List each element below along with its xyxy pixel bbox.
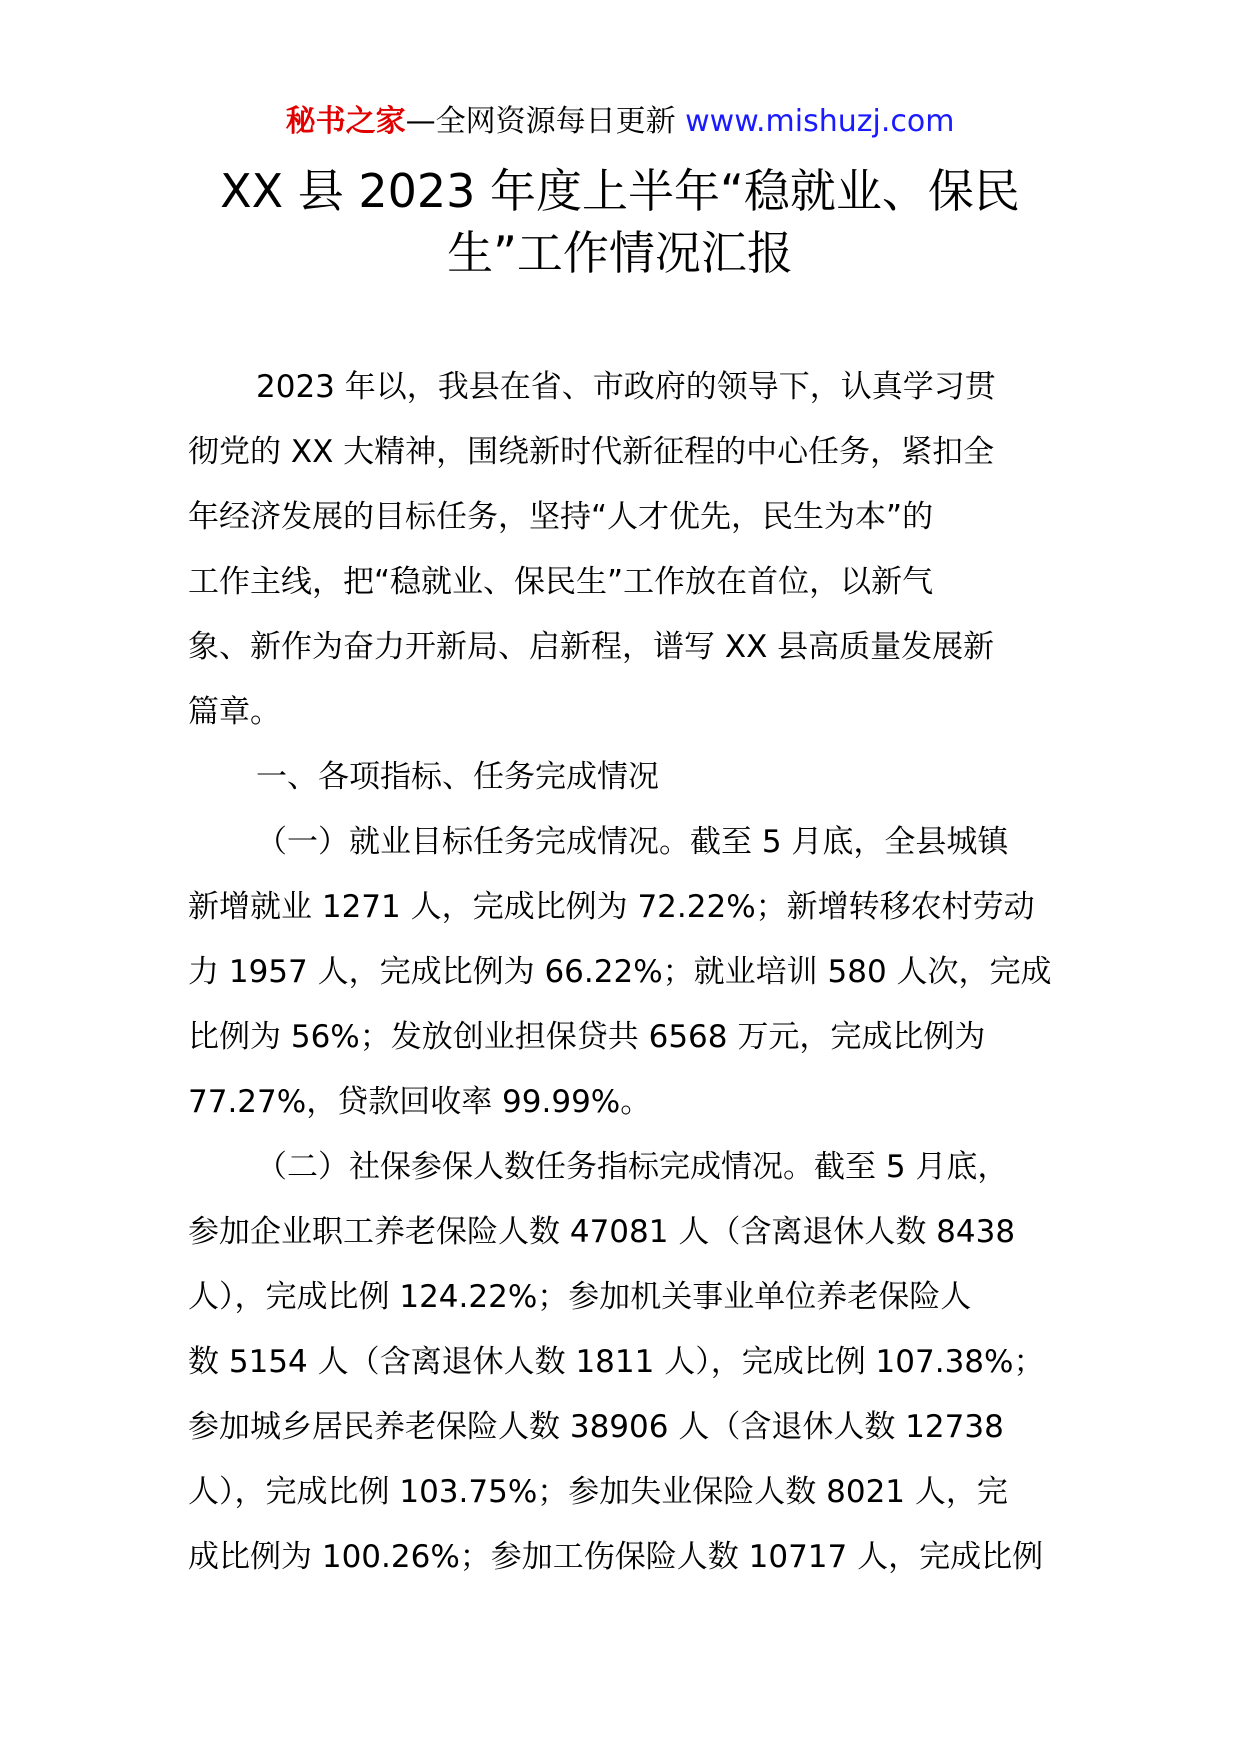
section-heading-1 <box>188 745 1068 810</box>
paragraph-line: 人），完成比例 103.75%；参加失业保险人数 8021 人，完 <box>188 1474 1008 1510</box>
paragraph-line: 工作主线，把“稳就业、保民生”工作放在首位，以新气 <box>188 564 934 600</box>
section-heading-text: 一、各项指标、任务完成情况 <box>256 759 659 795</box>
paragraph-line: 数 5154 人（含离退休人数 1811 人），完成比例 107.38%； <box>188 1344 1045 1380</box>
document-body <box>188 355 1068 1590</box>
header-slogan: —全网资源每日更新 <box>405 104 676 139</box>
paragraph-line: 彻党的 XX 大精神，围绕新时代新征程的中心任务，紧扣全 <box>188 434 995 470</box>
title-line-2: 生”工作情况汇报 <box>447 226 793 280</box>
title-line-1: XX 县 2023 年度上半年“稳就业、保民 <box>220 164 1020 218</box>
paragraph-intro <box>188 355 1068 745</box>
paragraph-line: 参加企业职工养老保险人数 47081 人（含离退休人数 8438 <box>188 1214 1016 1250</box>
paragraph-line: 年经济发展的目标任务，坚持“人才优先，民生为本”的 <box>188 499 934 535</box>
paragraph-line: 人），完成比例 124.22%；参加机关事业单位养老保险人 <box>188 1279 972 1315</box>
paragraph-line: 77.27%，贷款回收率 99.99%。 <box>188 1084 652 1120</box>
paragraph-employment <box>188 810 1068 1135</box>
paragraph-line: 力 1957 人，完成比例为 66.22%；就业培训 580 人次，完成 <box>188 954 1052 990</box>
paragraph-line: （一）就业目标任务完成情况。截至 5 月底，全县城镇 <box>256 824 1009 860</box>
document-title <box>190 160 1050 284</box>
paragraph-line: （二）社保参保人数任务指标完成情况。截至 5 月底， <box>256 1149 1009 1185</box>
site-header <box>0 100 1240 144</box>
paragraph-social-insurance <box>188 1135 1068 1590</box>
paragraph-line: 比例为 56%；发放创业担保贷共 6568 万元，完成比例为 <box>188 1019 986 1055</box>
brand-name: 秘书之家 <box>285 104 406 139</box>
paragraph-line: 成比例为 100.26%；参加工伤保险人数 10717 人，完成比例 <box>188 1539 1044 1575</box>
paragraph-line: 参加城乡居民养老保险人数 38906 人（含退休人数 12738 <box>188 1409 1004 1445</box>
paragraph-line: 2023 年以，我县在省、市政府的领导下，认真学习贯 <box>256 369 996 405</box>
paragraph-line: 新增就业 1271 人，完成比例为 72.22%；新增转移农村劳动 <box>188 889 1035 925</box>
site-url-link[interactable]: www.mishuzj.com <box>685 104 955 139</box>
paragraph-line: 象、新作为奋力开新局、启新程，谱写 XX 县高质量发展新 <box>188 629 995 665</box>
paragraph-line: 篇章。 <box>188 694 281 730</box>
